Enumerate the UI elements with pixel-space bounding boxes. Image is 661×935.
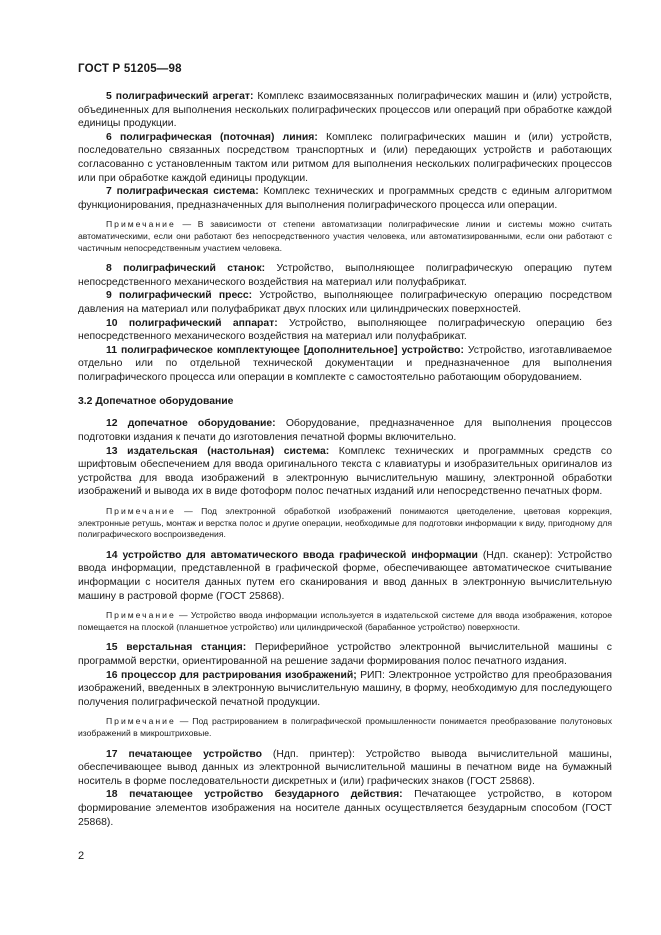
term-paragraph — [78, 641, 612, 668]
note-label: Примечание — [106, 506, 176, 517]
term-paragraph — [78, 262, 612, 289]
term-definition: Периферийное устройство электронной вычислительной машины с программой верстки, ориентированной на решение задачи формирования полос печатного издания. — [78, 642, 612, 667]
term-definition: (Ндп. принтер): Устройство вывода вычислительной машины, обеспечивающее вывод данных из электронной вычислительной машины в печатном виде на бумажный носитель в форме последовательности дискретных и (или) графических знаков (ГОСТ 25868). — [78, 748, 612, 787]
term-name: 15 верстальная станция: — [106, 642, 247, 654]
note-text: — В зависимости от степени автоматизации полиграфические линии и системы можно считать автоматическими, если они работают без непосредственного участия человека, или автоматизированными, если они работают с частичным непосредственным участием человека. — [78, 219, 612, 253]
term-paragraph — [78, 344, 612, 385]
term-name: 13 издательская (настольная) система: — [106, 445, 330, 457]
term-paragraph — [78, 90, 612, 131]
term-name: 5 полиграфический агрегат: — [106, 91, 254, 102]
term-paragraph — [78, 549, 612, 603]
note-text: — Устройство ввода информации используется в издательской системе для ввода изображения, которое помещается на плоской (планшетное устройство) или цилиндрической (барабанное устройство) поверхности. — [78, 610, 612, 632]
term-definition: Комплекс технических и программных средств со шрифтовым обеспечением для ввода оригинального текста с клавиатуры и изобразительных оригиналов из устройства для ввода изображений в электронную вычислительную машину, электронной обработки изображений и вывода их в виде фотоформ полос печатных изданий или непосредственно печатных форм. — [78, 445, 612, 498]
term-name: 8 полиграфический станок: — [106, 263, 266, 275]
note-text: — Под электронной обработкой изображений понимаются цветоделение, цветовая коррекция, электронные ретушь, монтаж и верстка полос и другие операции, необходимые для подготовки информации к виду, пригодному для полиграфического воспроизведения. — [78, 506, 612, 540]
page-content — [78, 90, 612, 829]
term-name: 9 полиграфический пресс: — [106, 290, 253, 302]
term-paragraph — [78, 317, 612, 344]
note-label: Примечание — [106, 219, 176, 230]
note-label: Примечание — [106, 610, 176, 621]
term-definition: Устройство, выполняющее полиграфическую операцию путем непосредственного механического воздействия на материал или полуфабрикат. — [78, 263, 612, 288]
term-name: 6 полиграфическая (поточная) линия: — [106, 131, 318, 143]
term-definition: Комплекс технических и программных средств с единым алгоритмом функционирования, предназначенных для выполнения полиграфического процесса или операции. — [78, 186, 612, 211]
note-paragraph — [78, 219, 612, 254]
note-label: Примечание — [106, 716, 176, 727]
term-paragraph — [78, 131, 612, 185]
term-name: 12 допечатное оборудование: — [106, 418, 276, 430]
term-name: 14 устройство для автоматического ввода графической информации — [106, 549, 478, 561]
note-paragraph — [78, 610, 612, 633]
page-number: 2 — [78, 850, 85, 862]
document-header: ГОСТ Р 51205—98 — [78, 63, 182, 75]
term-name: 18 печатающее устройство безударного действия: — [106, 789, 403, 801]
term-definition: Устройство, выполняющее полиграфическую операцию без непосредственного механического воздействия на материал или полуфабрикат. — [78, 317, 612, 343]
term-paragraph — [78, 185, 612, 212]
term-paragraph — [78, 417, 612, 444]
term-definition: Оборудование, предназначенное для выполнения процессов подготовки издания к печати до изготовления печатной формы включительно. — [78, 418, 612, 444]
note-paragraph — [78, 506, 612, 541]
term-definition: (Ндп. сканер): Устройство ввода информации, представленной в графической форме, обеспечивающее автоматическое считывание информации с носителя данных путем его сканирования и ввод данных в электронную вычислительную машину в растровой форме (ГОСТ 25868). — [78, 549, 612, 602]
term-definition: Устройство, изготавливаемое отдельно или по отдельной технической документации и предназначенное для выполнения полиграфического процесса или операции в комплекте с самостоятельно работающим оборудованием. — [78, 344, 613, 383]
term-definition: Печатающее устройство, в котором формирование элементов изображения на носителе данных осуществляется безударным способом (ГОСТ 25868). — [78, 789, 612, 828]
term-name: 10 полиграфический аппарат: — [106, 317, 278, 329]
term-paragraph — [78, 289, 612, 316]
section-heading: 3.2 Допечатное оборудование — [78, 396, 234, 408]
term-paragraph — [78, 445, 612, 499]
term-definition: Комплекс взаимосвязанных полиграфических машин и (или) устройств, объединенных для выполнения нескольких полиграфических процессов или операций при обработке каждой единицы продукции. — [78, 91, 612, 130]
term-paragraph — [78, 788, 612, 829]
term-name: 17 печатающее устройство — [106, 748, 263, 760]
term-paragraph — [78, 748, 612, 789]
term-name: 7 полиграфическая система: — [106, 186, 259, 198]
term-name: 11 полиграфическое комплектующее [дополнительное] устройство: — [106, 344, 464, 356]
note-paragraph — [78, 716, 612, 739]
term-definition: РИП: Электронное устройство для преобразования изображений, введенных в электронную вычислительную машину, в форму, необходимую для последующего получения полиграфической печатной продукции. — [78, 669, 612, 708]
term-name: 16 процессор для растрирования изображений; — [106, 669, 357, 681]
term-definition: Комплекс полиграфических машин и (или) устройств, последовательно связанных посредством транспортных и (или) передающих устройств и работающих согласованно с установленным тактом или ритмом для выполнения нескольких полиграфических процессов или при обработке каждой единицы продукции. — [78, 131, 612, 184]
term-paragraph — [78, 669, 612, 710]
term-definition: Устройство, выполняющее полиграфическую операцию посредством давления на материал или полуфабрикат двух плоских или цилиндрических поверхностей. — [78, 290, 612, 315]
note-text: — Под растрированием в полиграфической промышленности понимается преобразование полутоновых изображений в микроштриховые. — [78, 716, 612, 738]
